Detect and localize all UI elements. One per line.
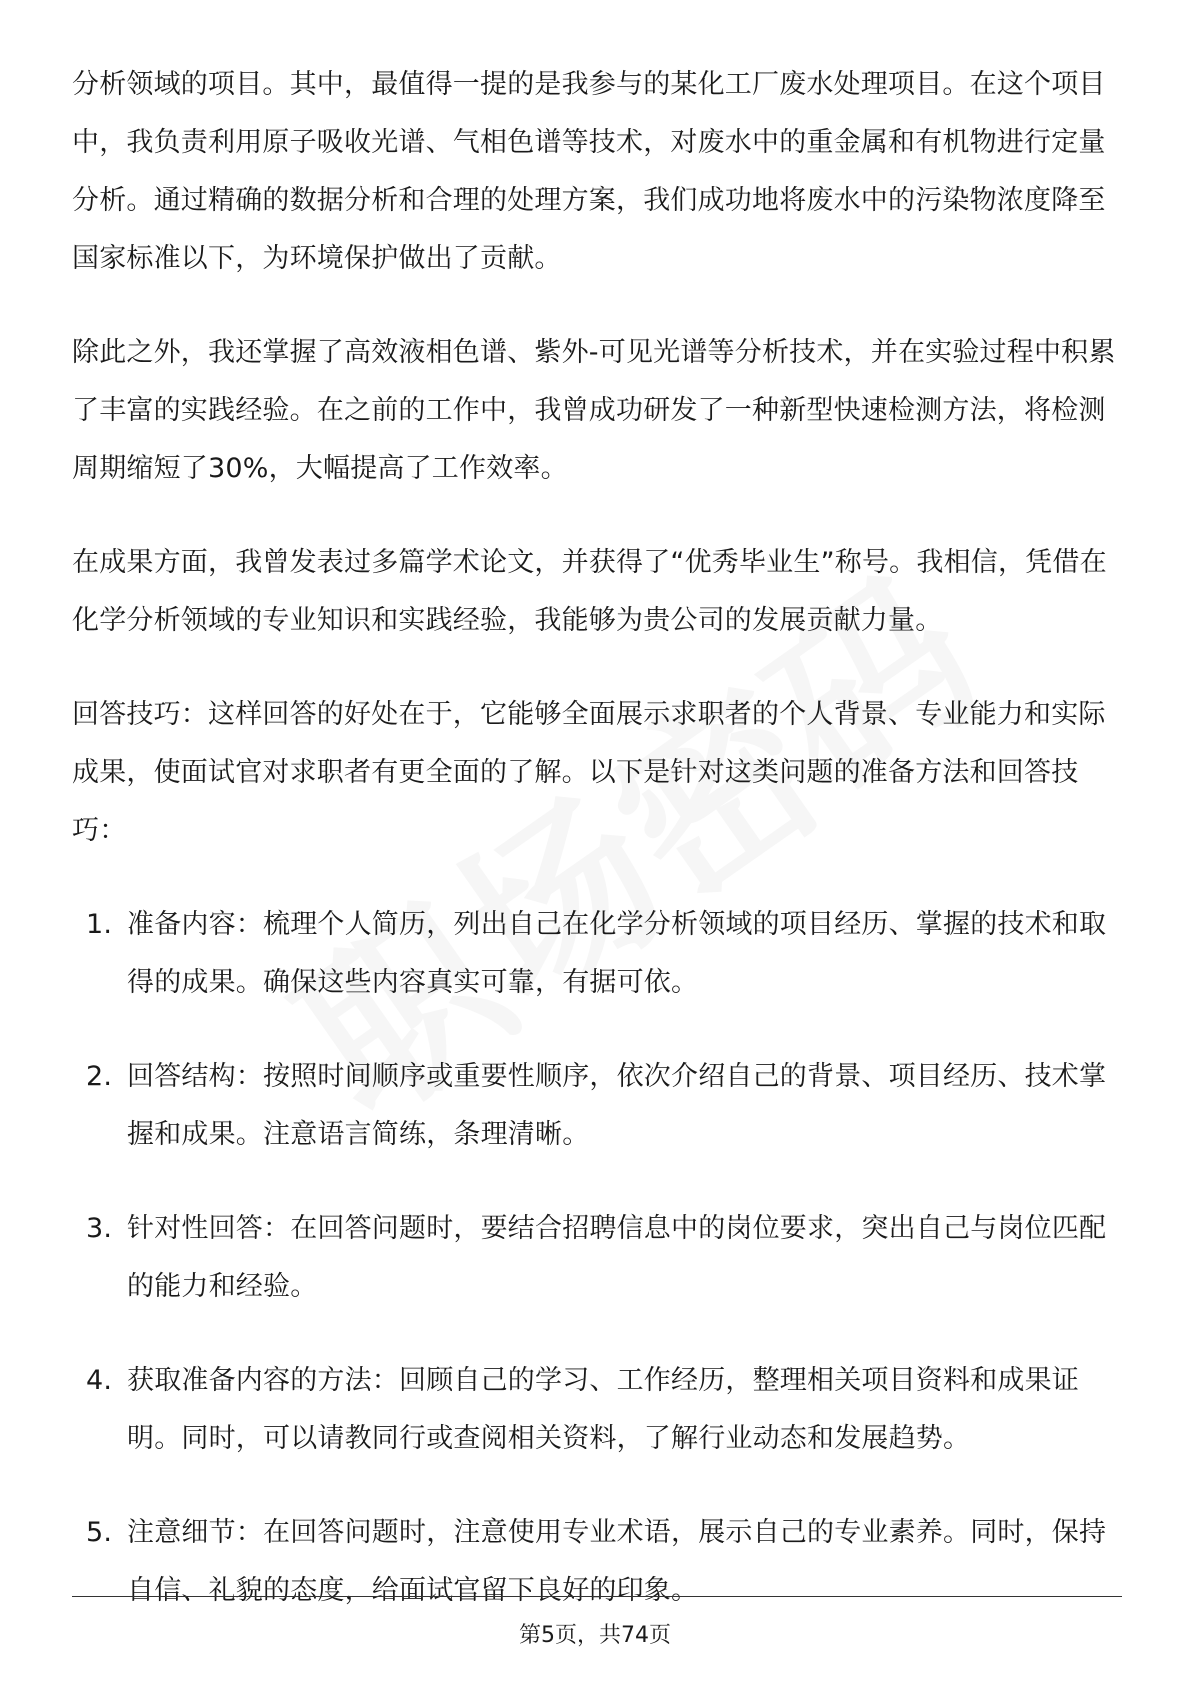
list-item-text: 回答结构：按照时间顺序或重要性顺序，依次介绍自己的背景、项目经历、技术掌握和成果。注意语言简练，条理清晰。 — [127, 1061, 1107, 1150]
list-item — [72, 1352, 1122, 1468]
list-number: 5. — [86, 1517, 113, 1548]
list-item — [72, 1048, 1122, 1164]
list-number: 1. — [86, 909, 113, 940]
list-item-text: 准备内容：梳理个人简历，列出自己在化学分析领域的项目经历、掌握的技术和取得的成果。确保这些内容真实可靠，有据可依。 — [127, 909, 1107, 998]
list-item — [72, 1200, 1122, 1316]
list-item-text: 针对性回答：在回答问题时，要结合招聘信息中的岗位要求，突出自己与岗位匹配的能力和经验。 — [127, 1213, 1107, 1302]
list-number: 2. — [86, 1061, 113, 1092]
document-body — [72, 56, 1122, 1656]
footer-divider — [72, 1596, 1122, 1597]
list-item — [72, 896, 1122, 1012]
list-number: 4. — [86, 1365, 113, 1396]
paragraph: 除此之外，我还掌握了高效液相色谱、紫外-可见光谱等分析技术，并在实验过程中积累了丰富的实践经验。在之前的工作中，我曾成功研发了一种新型快速检测方法，将检测周期缩短了30%，大幅提高了工作效率。 — [72, 337, 1116, 484]
page-number: 第5页，共74页 — [519, 1623, 671, 1648]
list-number: 3. — [86, 1213, 113, 1244]
paragraph: 在成果方面，我曾发表过多篇学术论文，并获得了“优秀毕业生”称号。我相信，凭借在化学分析领域的专业知识和实践经验，我能够为贵公司的发展贡献力量。 — [72, 547, 1107, 636]
paragraph: 回答技巧：这样回答的好处在于，它能够全面展示求职者的个人背景、专业能力和实际成果，使面试官对求职者有更全面的了解。以下是针对这类问题的准备方法和回答技巧： — [72, 699, 1106, 846]
list-item-text: 注意细节：在回答问题时，注意使用专业术语，展示自己的专业素养。同时，保持自信、礼貌的态度，给面试官留下良好的印象。 — [127, 1517, 1107, 1606]
list-item — [72, 1504, 1122, 1620]
tips-list — [72, 896, 1122, 1620]
paragraph: 分析领域的项目。其中，最值得一提的是我参与的某化工厂废水处理项目。在这个项目中，我负责利用原子吸收光谱、气相色谱等技术，对废水中的重金属和有机物进行定量分析。通过精确的数据分析和合理的处理方案，我们成功地将废水中的污染物浓度降至国家标准以下，为环境保护做出了贡献。 — [72, 69, 1106, 274]
list-item-text: 获取准备内容的方法：回顾自己的学习、工作经历，整理相关项目资料和成果证明。同时，可以请教同行或查阅相关资料，了解行业动态和发展趋势。 — [127, 1365, 1079, 1454]
